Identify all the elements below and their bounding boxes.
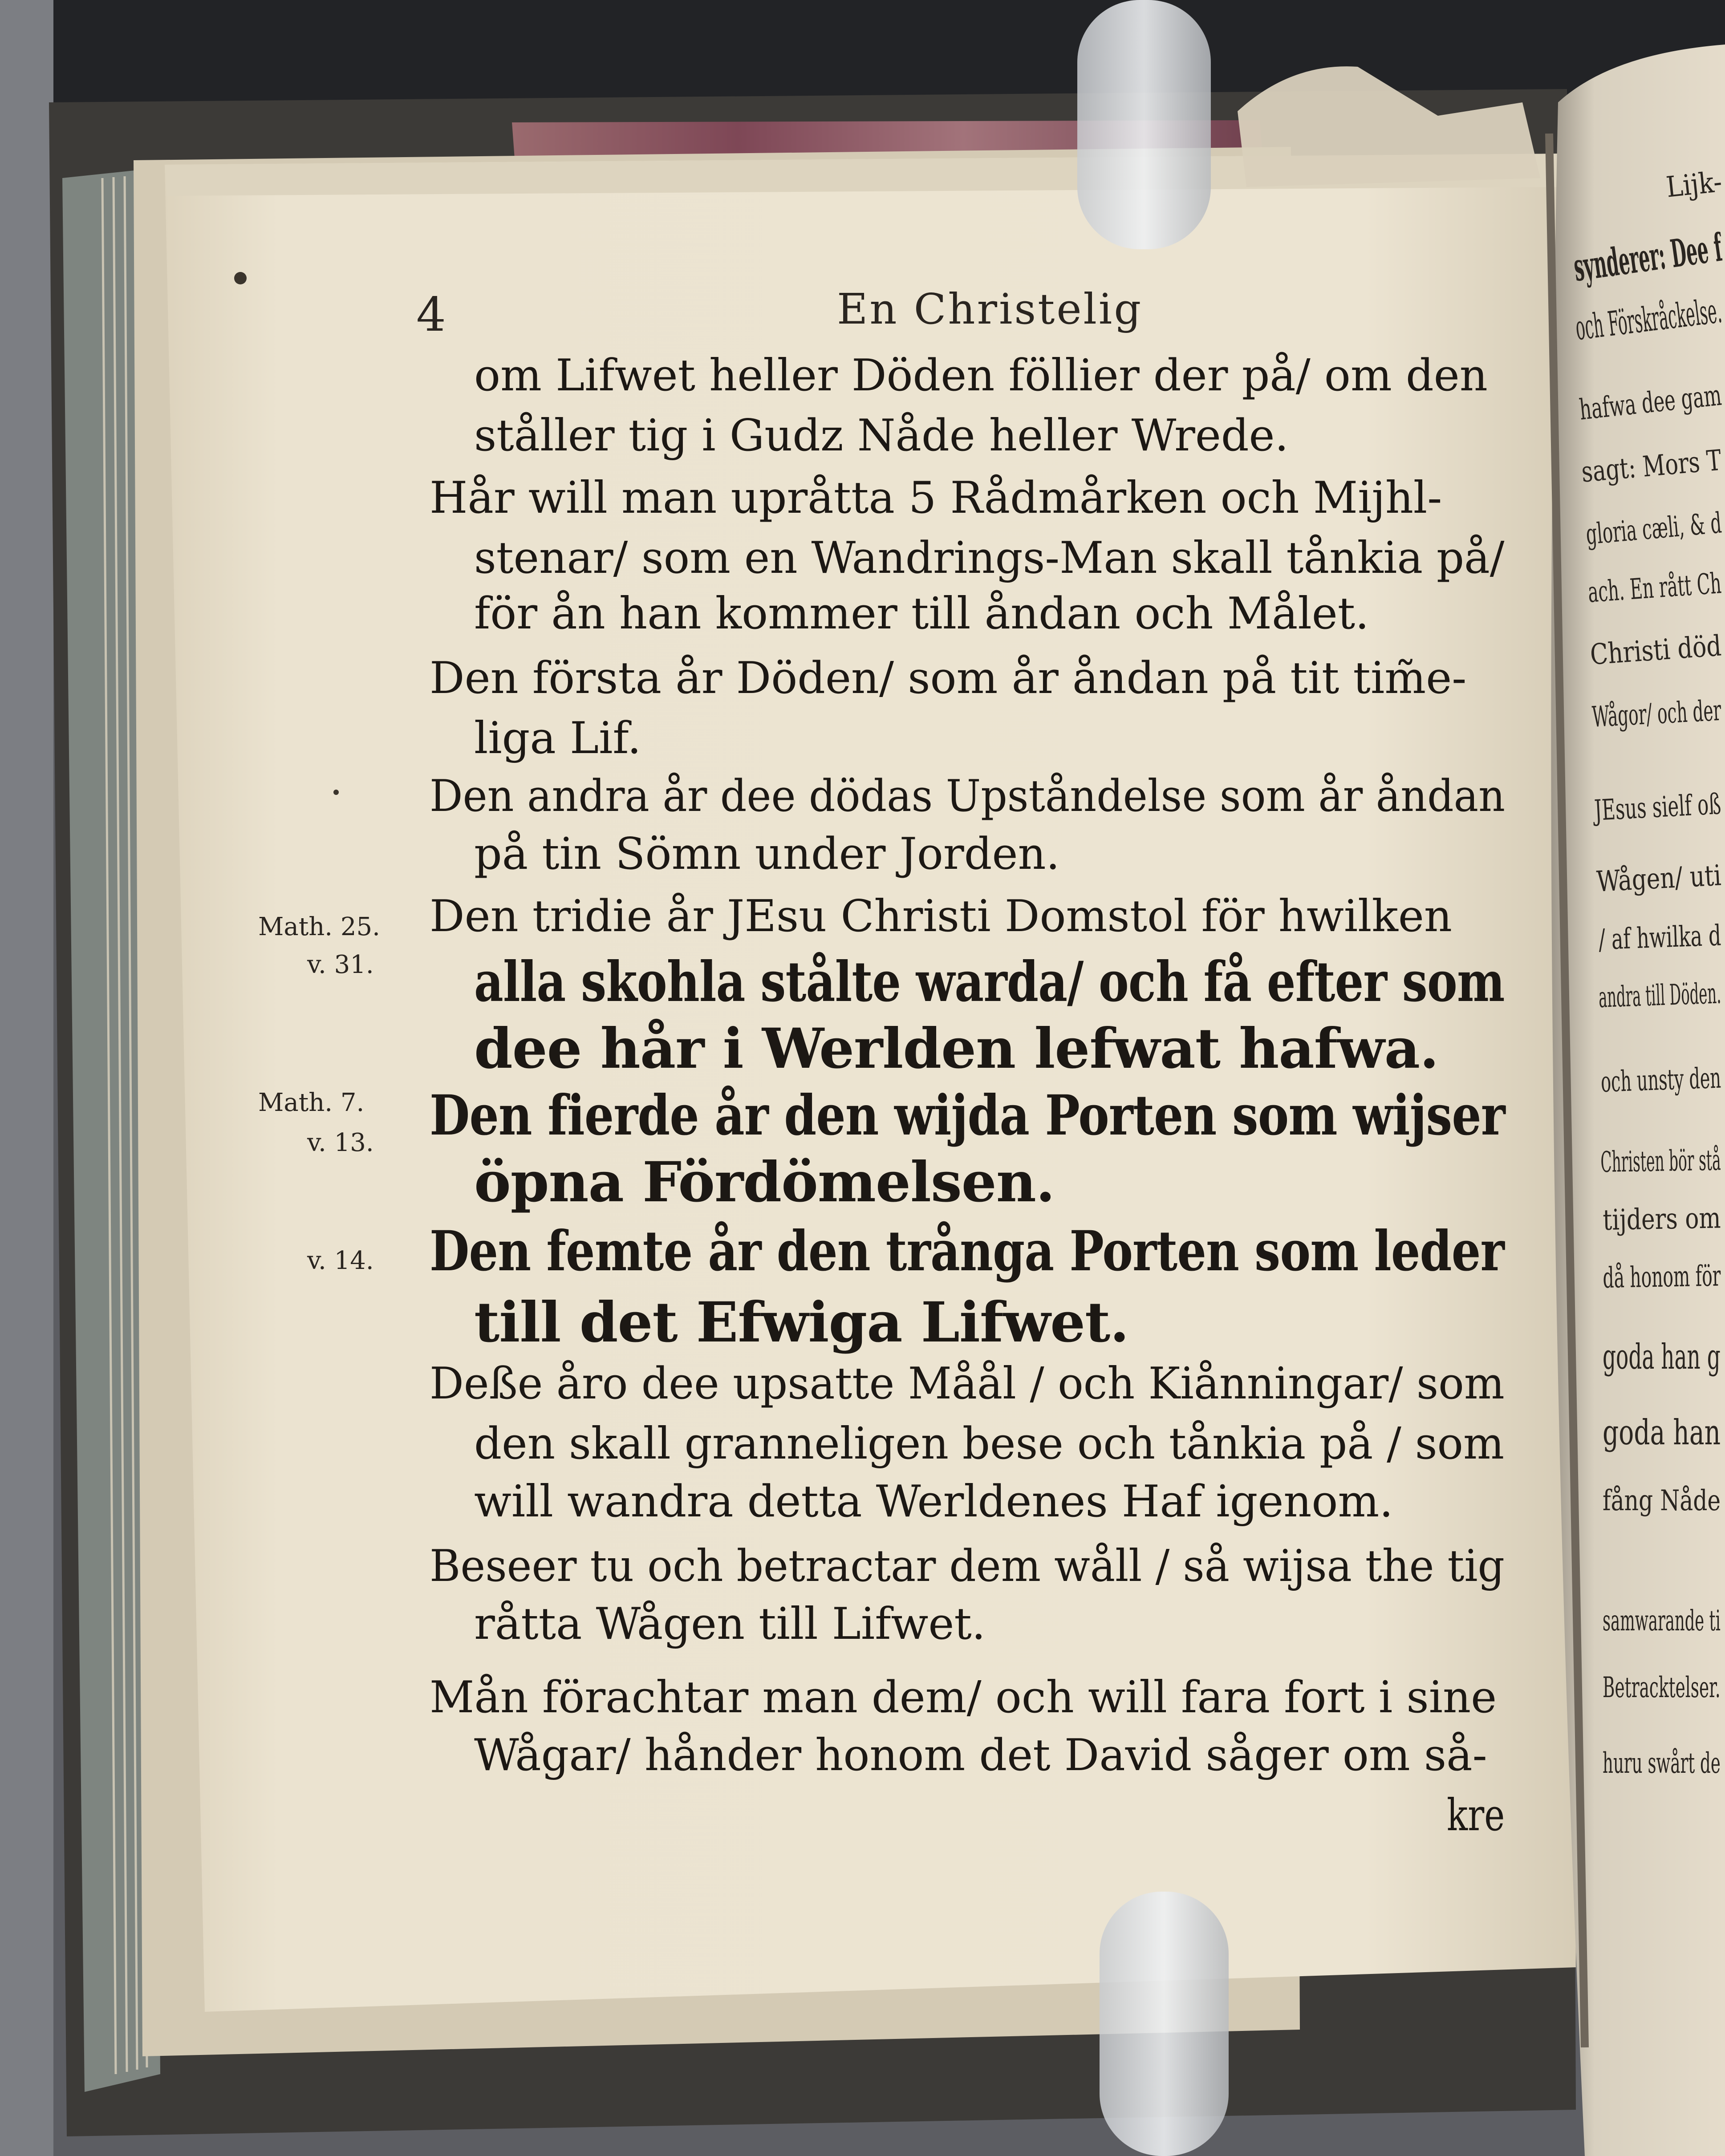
fragment-line: JEsus sielf oß [1593,788,1722,827]
running-title: En Christelig [837,285,1143,334]
margin-note: v. 13. [307,1128,374,1157]
fragment-line: Lijk- [1664,165,1724,204]
text-line: stenar/ som en Wandrings-Man skall tånkia på/ [474,533,1505,584]
text-line: Den femte år den trånga Porten som leder [430,1219,1504,1284]
fragment-line: samwarande ti [1603,1605,1721,1637]
fragment-line: Christi död [1589,629,1723,672]
text-line: Beseer tu och betractar dem wåll / så wijsa the tig [430,1541,1505,1592]
margin-note: v. 14. [307,1246,374,1275]
text-line: Wågar/ hånder honom det David såger om så- [474,1730,1487,1781]
text-line: will wandra detta Werldenes Haf igenom. [474,1476,1393,1527]
text-line: dee hår i Werlden lefwat hafwa. [474,1017,1439,1081]
text-line: för ån han kommer till åndan och Målet. [474,588,1369,639]
text-line: på tin Sömn under Jorden. [474,829,1060,879]
text-line: Mån förachtar man dem/ och will fara fort i sine [430,1672,1497,1723]
margin-note: Math. 25. [258,912,380,941]
fragment-line: hafwa dee gam [1578,379,1723,427]
fragment-line: gloria cæli, & d [1584,507,1723,551]
text-line: till det Efwiga Lifwet. [474,1290,1129,1355]
text-line: den skall granneligen bese och tånkia på / som [474,1418,1505,1469]
fragment-line: / af hwilka d [1598,919,1722,956]
fragment-line: synderer: Dee f [1571,225,1725,291]
text-line: ståller tig i Gudz Nåde heller Wrede. [474,410,1289,461]
text-line: alla skohla stålte warda/ och få efter som [474,950,1505,1014]
fragment-line: Wågen/ uti [1595,859,1722,899]
fragment-line: huru swårt de [1603,1747,1721,1780]
text-line: råtta Wågen till Lifwet. [474,1599,986,1649]
text-line: kre [1447,1790,1505,1841]
margin-note: Math. 7. [258,1088,365,1117]
text-line: Den fierde år den wijda Porten som wijser [430,1083,1505,1148]
text-line: om Lifwet heller Döden föllier der på/ om den [474,350,1488,401]
margin-note: v. 31. [307,950,374,979]
fragment-line: Christen bör stå [1600,1144,1721,1179]
fragment-line: goda han [1603,1413,1721,1453]
text-line: liga Lif. [474,713,641,764]
text-line: Deße åro dee upsatte Måål / och Kiånningar/ som [430,1358,1505,1409]
fragment-line: goda han g [1603,1337,1721,1377]
fragment-line: sagt: Mors T [1580,444,1723,489]
fragment-line: och Förskråckelse. [1573,290,1724,348]
text-line: Den första år Döden/ som år åndan på tit tim̃e- [430,653,1467,704]
fragment-line: ach. En rått Ch [1587,567,1722,609]
text-line: öpna Fördömelsen. [474,1150,1055,1215]
text-line: Den tridie år JEsu Christi Domstol för hwilken [430,891,1453,942]
fragment-line: och unsty den [1600,1062,1722,1099]
text-line: Hår will man upråtta 5 Rådmårken och Mijhl- [430,473,1442,523]
fragment-line: fång Nåde [1603,1484,1721,1517]
fragment-line: då honom för [1602,1260,1721,1295]
fragment-line: andra till Döden. [1598,977,1722,1014]
page-number: 4 [416,288,446,342]
fragment-line: Betracktelser. [1603,1671,1721,1704]
fragment-line: Wågor/ och der [1591,694,1722,734]
fragment-line: tijders om [1602,1202,1721,1237]
text-line: Den andra år dee dödas Upståndelse som år åndan [430,771,1506,822]
